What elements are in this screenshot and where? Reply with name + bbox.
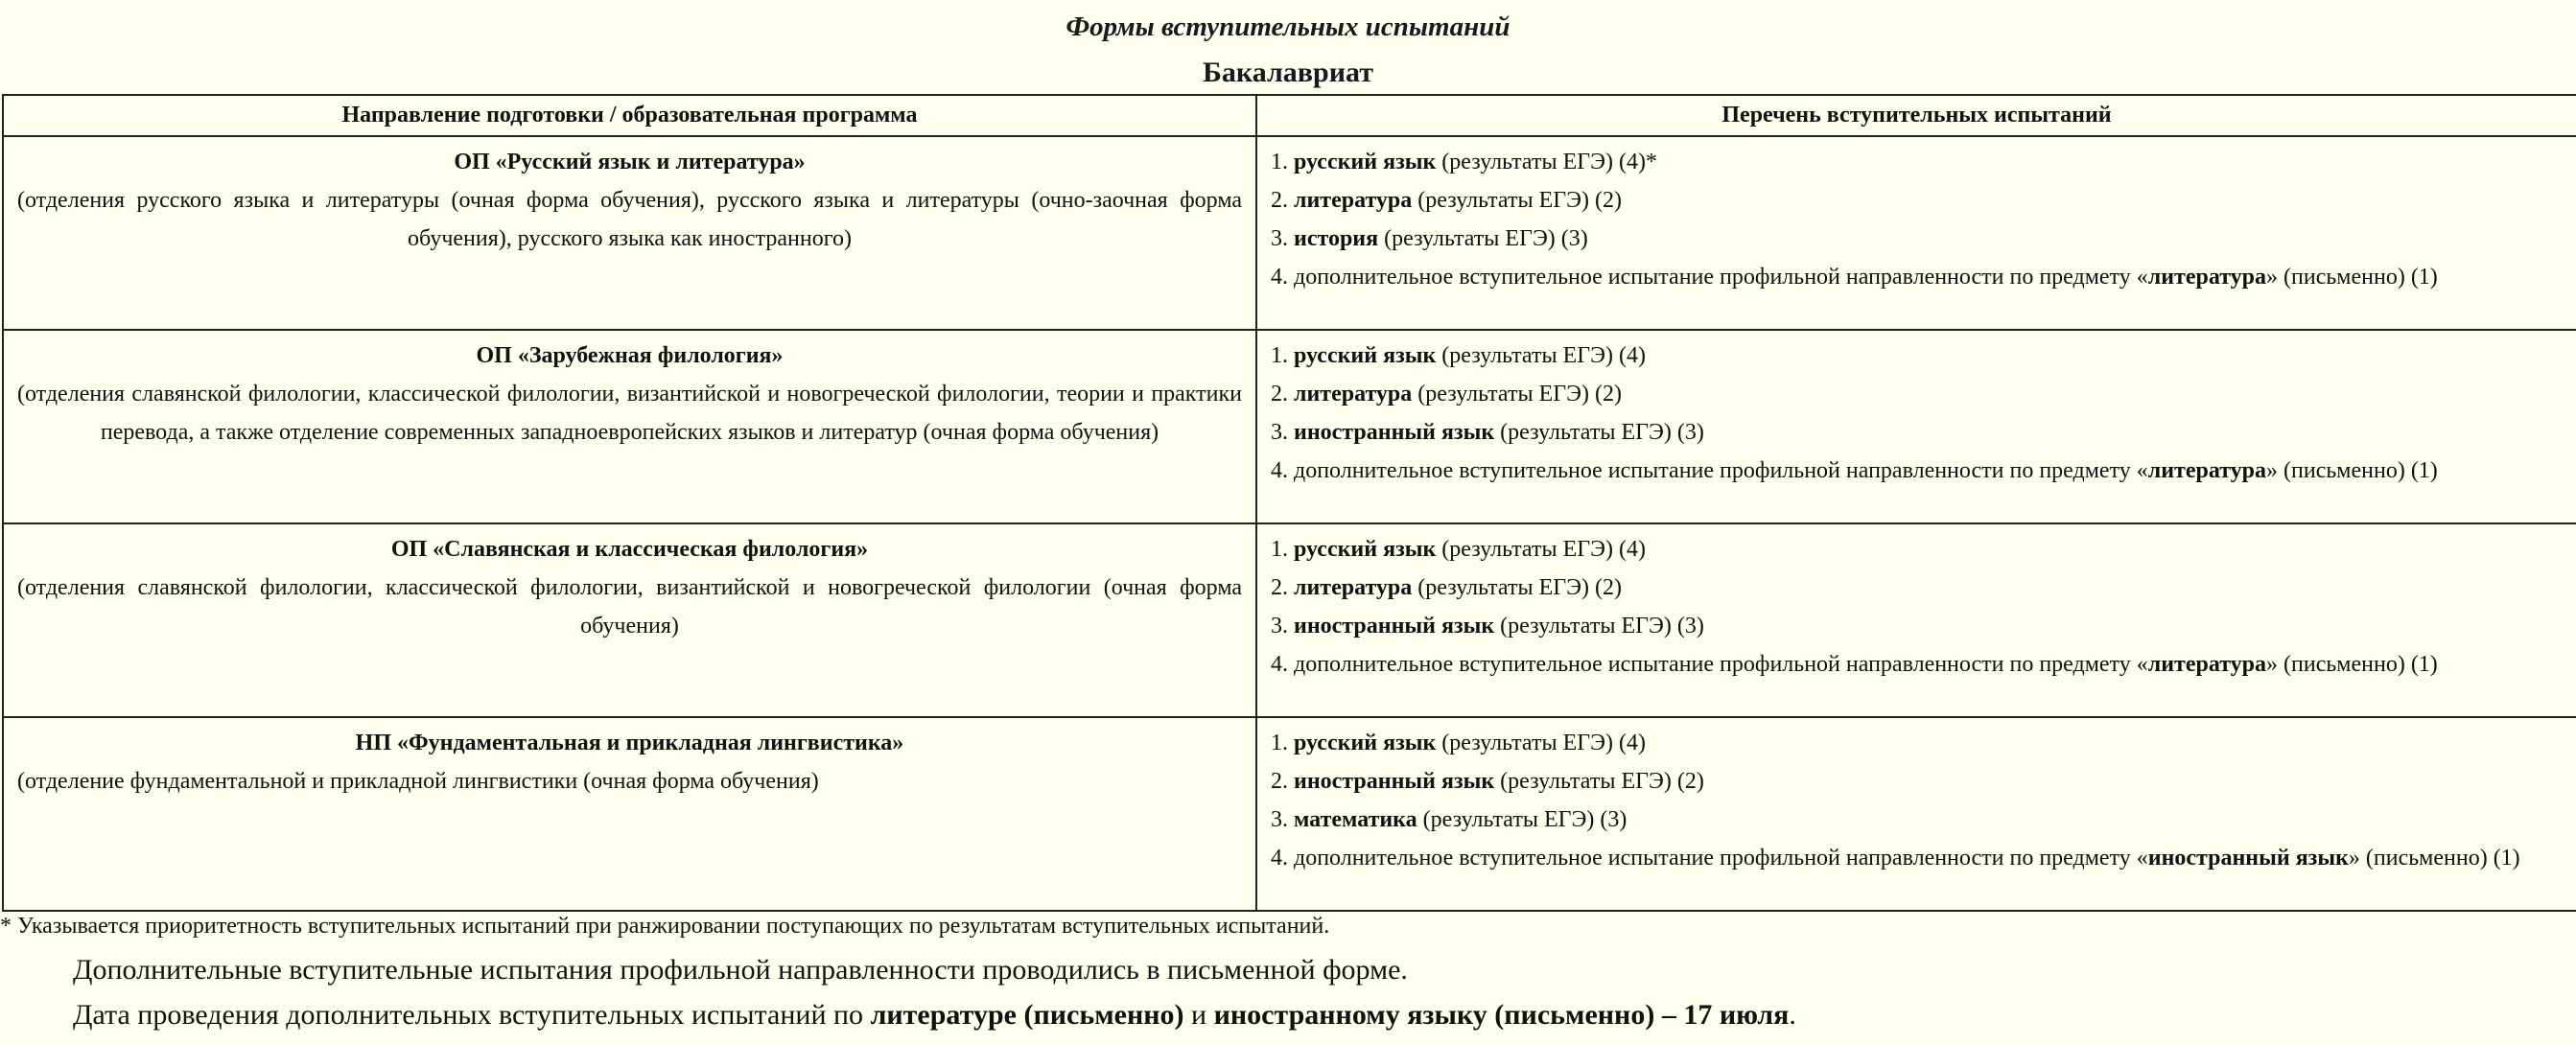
exam-item-additional <box>1271 258 2564 296</box>
exam-subject: иностранный язык <box>1294 420 1495 445</box>
exam-item <box>1271 337 2564 375</box>
exam-detail: (результаты ЕГЭ) (4) <box>1441 537 1646 562</box>
exam-number: 3. <box>1271 420 1288 445</box>
exam-subject: русский язык <box>1294 343 1437 368</box>
additional-exam-prefix: 4. дополнительное вступительное испытание профильной направленности по предмету « <box>1271 652 2148 677</box>
exam-subject: русский язык <box>1294 537 1437 562</box>
exam-subject: литература <box>1294 382 1413 406</box>
program-title: ОП «Русский язык и литература» <box>454 150 806 174</box>
header-exams: Перечень вступительных испытаний <box>1256 95 2576 136</box>
exam-number: 2. <box>1271 188 1288 213</box>
exams-cell <box>1256 330 2576 523</box>
exam-item <box>1271 413 2564 452</box>
exam-item <box>1271 762 2564 801</box>
exams-cell <box>1256 523 2576 717</box>
exam-subject: литература <box>1294 188 1413 213</box>
exam-detail: (результаты ЕГЭ) (4) <box>1441 343 1646 368</box>
additional-exam-prefix: 4. дополнительное вступительное испытание профильной направленности по предмету « <box>1271 265 2148 290</box>
exam-number: 1. <box>1271 537 1288 562</box>
exam-item <box>1271 181 2564 220</box>
table-row <box>3 136 2576 330</box>
note-exam-date <box>73 994 1796 1036</box>
exam-item-additional <box>1271 645 2564 684</box>
program-description: (отделение фундаментальной и прикладной лингвистики (очная форма обучения) <box>17 769 819 794</box>
exam-detail: (результаты ЕГЭ) (2) <box>1500 769 1704 794</box>
exam-item <box>1271 375 2564 413</box>
exam-subject: русский язык <box>1294 150 1437 174</box>
program-title: ОП «Славянская и классическая филология» <box>390 537 869 562</box>
exam-detail: (результаты ЕГЭ) (2) <box>1417 188 1622 213</box>
program-title: ОП «Зарубежная филология» <box>476 343 784 368</box>
note-date-conjunction: и <box>1183 999 1214 1031</box>
additional-exam-suffix: » (письменно) (1) <box>2266 265 2438 290</box>
exam-detail: (результаты ЕГЭ) (3) <box>1422 807 1628 832</box>
exam-subject: литература <box>1294 575 1413 600</box>
exam-number: 1. <box>1271 150 1288 174</box>
program-cell <box>3 523 1256 717</box>
exam-subject: математика <box>1294 807 1417 832</box>
exam-item <box>1271 724 2564 762</box>
program-description: (отделения славянской филологии, классической филологии, византийской и новогреческой филологии (очная форма обучения) <box>17 575 1242 639</box>
note-date-foreign-language: иностранному языку (письменно) – 17 июля <box>1213 999 1790 1031</box>
exam-number: 2. <box>1271 575 1288 600</box>
program-cell <box>3 330 1256 523</box>
table-row <box>3 717 2576 911</box>
table-row <box>3 330 2576 523</box>
additional-exam-subject: иностранный язык <box>2147 846 2349 871</box>
exam-item-additional <box>1271 839 2564 877</box>
exam-detail: (результаты ЕГЭ) (3) <box>1384 226 1588 251</box>
exams-cell <box>1256 717 2576 911</box>
exam-detail: (результаты ЕГЭ) (4)* <box>1441 150 1657 174</box>
exam-detail: (результаты ЕГЭ) (4) <box>1441 731 1646 755</box>
table-row <box>3 523 2576 717</box>
exam-detail: (результаты ЕГЭ) (3) <box>1500 614 1704 639</box>
additional-exam-prefix: 4. дополнительное вступительное испытание профильной направленности по предмету « <box>1271 458 2148 483</box>
program-description: (отделения русского языка и литературы (очная форма обучения), русского языка и литературы (очно-заочная форма обучения), русского языка как иностранного) <box>17 188 1242 251</box>
note-date-literature: литературе (письменно) <box>870 999 1184 1031</box>
document-title: Формы вступительных испытаний <box>1066 12 1510 42</box>
exam-item <box>1271 220 2564 258</box>
exam-item-additional <box>1271 452 2564 490</box>
exam-detail: (результаты ЕГЭ) (2) <box>1417 382 1622 406</box>
exam-subject: иностранный язык <box>1294 614 1495 639</box>
exam-item <box>1271 569 2564 607</box>
additional-exam-suffix: » (письменно) (1) <box>2348 846 2520 871</box>
exam-item <box>1271 530 2564 569</box>
header-program: Направление подготовки / образовательная программа <box>3 95 1256 136</box>
additional-exam-suffix: » (письменно) (1) <box>2266 458 2438 483</box>
additional-exam-suffix: » (письменно) (1) <box>2266 652 2438 677</box>
exam-detail: (результаты ЕГЭ) (2) <box>1417 575 1622 600</box>
education-level-heading: Бакалавриат <box>1203 57 1373 88</box>
exam-number: 2. <box>1271 769 1288 794</box>
program-description: (отделения славянской филологии, классической филологии, византийской и новогреческой филологии, теории и практики перевода, а также отделение современных западноевропейских языков и литератур (очная форма обучения) <box>17 382 1242 445</box>
exam-subject: история <box>1294 226 1379 251</box>
additional-exam-subject: литература <box>2147 458 2267 483</box>
exam-detail: (результаты ЕГЭ) (3) <box>1500 420 1704 445</box>
note-date-text: Дата проведения дополнительных вступительных испытаний по <box>73 999 871 1031</box>
program-cell <box>3 136 1256 330</box>
exam-subject: иностранный язык <box>1294 769 1495 794</box>
exam-number: 2. <box>1271 382 1288 406</box>
exam-item <box>1271 801 2564 839</box>
exam-number: 1. <box>1271 343 1288 368</box>
footnote: * Указывается приоритетность вступительных испытаний при ранжировании поступающих по результатам вступительных испытаний. <box>0 914 1330 939</box>
program-title: НП «Фундаментальная и прикладная лингвистика» <box>355 731 904 755</box>
table-header-row <box>3 95 2576 136</box>
additional-exam-subject: литература <box>2147 265 2267 290</box>
entrance-exams-table <box>2 94 2576 912</box>
program-cell <box>3 717 1256 911</box>
exam-number: 3. <box>1271 226 1288 251</box>
note-written-form: Дополнительные вступительные испытания профильной направленности проводились в письменной форме. <box>73 954 1408 986</box>
exam-number: 3. <box>1271 614 1288 639</box>
exam-number: 3. <box>1271 807 1288 832</box>
exam-item <box>1271 607 2564 645</box>
exam-item <box>1271 143 2564 181</box>
exam-number: 1. <box>1271 731 1288 755</box>
additional-exam-prefix: 4. дополнительное вступительное испытание профильной направленности по предмету « <box>1271 846 2148 871</box>
note-date-period: . <box>1789 999 1796 1031</box>
exams-cell <box>1256 136 2576 330</box>
additional-exam-subject: литература <box>2147 652 2267 677</box>
exam-subject: русский язык <box>1294 731 1437 755</box>
